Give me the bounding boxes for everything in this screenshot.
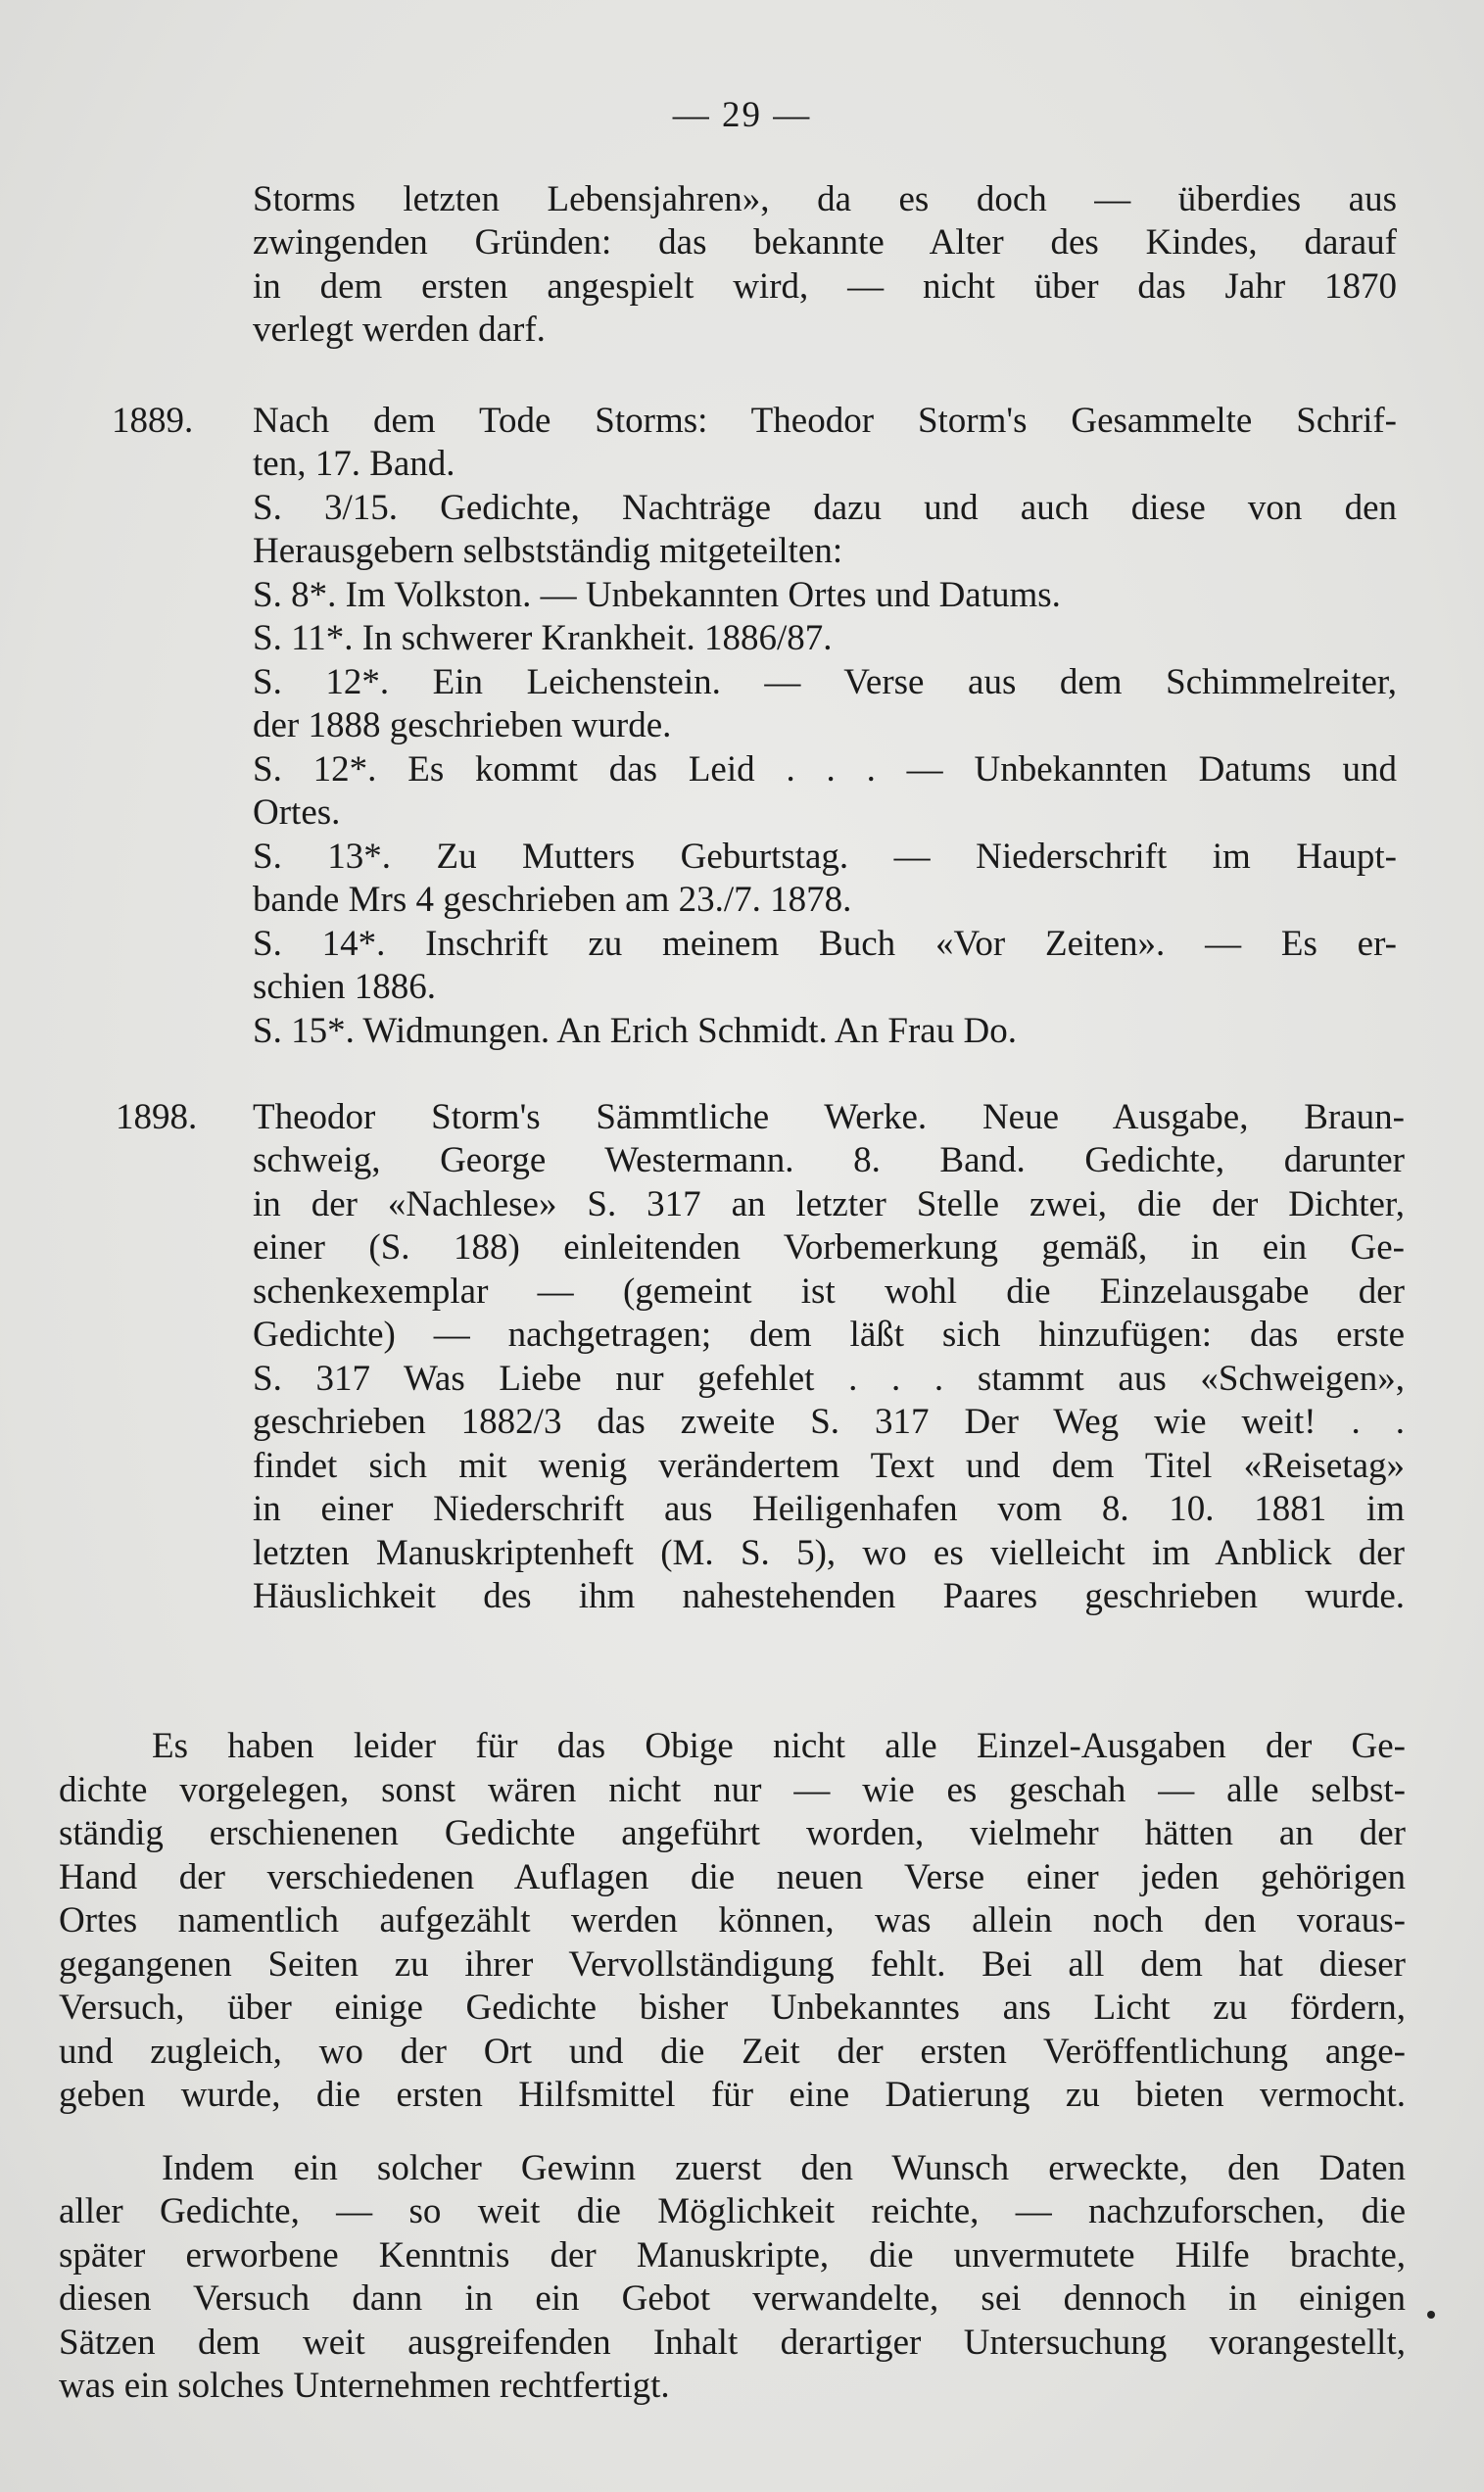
- text-line: der 1888 geschrieben wurde.: [253, 705, 672, 745]
- page-number: — 29 —: [672, 95, 812, 135]
- text-line: ten, 17. Band.: [253, 444, 455, 484]
- text-line: später erworbene Kenntnis der Manuskripte, die unvermutete Hilfe brachte,: [59, 2235, 1406, 2276]
- text-line: in einer Niederschrift aus Heiligenhafen vom 8. 10. 1881 im: [253, 1489, 1405, 1529]
- text-line: aller Gedichte, — so weit die Möglichkeit reichte, — nachzuforschen, die: [59, 2191, 1406, 2231]
- text-line: gegangenen Seiten zu ihrer Vervollständigung fehlt. Bei all dem hat dieser: [59, 1944, 1406, 1985]
- entry-year: 1889.: [112, 401, 194, 441]
- text-line: Sätzen dem weit ausgreifenden Inhalt derartiger Untersuchung vorangestellt,: [59, 2323, 1406, 2363]
- text-line: geben wurde, die ersten Hilfsmittel für eine Datierung zu bieten vermocht.: [59, 2075, 1406, 2115]
- text-line: Storms letzten Lebensjahren», da es doch — überdies aus: [253, 179, 1397, 219]
- text-line: S. 13*. Zu Mutters Geburtstag. — Niederschrift im Haupt-: [253, 837, 1397, 877]
- text-line: S. 317 Was Liebe nur gefehlet . . . stammt aus «Schweigen»,: [253, 1359, 1405, 1399]
- text-line: findet sich mit wenig verändertem Text und dem Titel «Reisetag»: [253, 1446, 1405, 1486]
- text-line: einer (S. 188) einleitenden Vorbemerkung gemäß, in ein Ge-: [253, 1227, 1405, 1268]
- text-line: geschrieben 1882/3 das zweite S. 317 Der Weg wie weit! . .: [253, 1402, 1405, 1442]
- text-line: zwingenden Gründen: das bekannte Alter des Kindes, darauf: [253, 222, 1397, 263]
- entry-year: 1898.: [116, 1097, 198, 1137]
- text-line: Ortes namentlich aufgezählt werden können, was allein noch den voraus-: [59, 1900, 1406, 1941]
- text-line: Häuslichkeit des ihm nahestehenden Paares geschrieben wurde.: [253, 1576, 1405, 1616]
- text-line: diesen Versuch dann in ein Gebot verwandelte, sei dennoch in einigen: [59, 2278, 1406, 2319]
- text-line: Herausgebern selbstständig mitgeteilten:: [253, 531, 843, 571]
- text-line: bande Mrs 4 geschrieben am 23./7. 1878.: [253, 880, 852, 920]
- text-line: in dem ersten angespielt wird, — nicht über das Jahr 1870: [253, 266, 1397, 307]
- text-line: S. 12*. Ein Leichenstein. — Verse aus dem Schimmelreiter,: [253, 662, 1397, 702]
- text-line: Nach dem Tode Storms: Theodor Storm's Gesammelte Schrif-: [253, 401, 1397, 441]
- text-line: S. 8*. Im Volkston. — Unbekannten Ortes und Datums.: [253, 575, 1061, 615]
- text-line: S. 12*. Es kommt das Leid . . . — Unbekannten Datums und: [253, 749, 1397, 790]
- text-line: Gedichte) — nachgetragen; dem läßt sich hinzufügen: das erste: [253, 1315, 1405, 1355]
- text-line: Theodor Storm's Sämmtliche Werke. Neue Ausgabe, Braun-: [253, 1097, 1405, 1137]
- text-line: verlegt werden darf.: [253, 310, 546, 350]
- text-line: S. 11*. In schwerer Krankheit. 1886/87.: [253, 618, 833, 658]
- text-line: S. 3/15. Gedichte, Nachträge dazu und auch diese von den: [253, 488, 1397, 528]
- print-speck: [1427, 2311, 1435, 2319]
- text-line: Ortes.: [253, 792, 341, 833]
- text-line: schien 1886.: [253, 967, 437, 1007]
- text-line: ständig erschienenen Gedichte angeführt worden, vielmehr hätten an der: [59, 1813, 1406, 1853]
- text-line: dichte vorgelegen, sonst wären nicht nur — wie es geschah — alle selbst-: [59, 1770, 1406, 1810]
- text-line: S. 14*. Inschrift zu meinem Buch «Vor Zeiten». — Es er-: [253, 924, 1397, 964]
- text-line: Es haben leider für das Obige nicht alle Einzel-Ausgaben der Ge-: [152, 1726, 1406, 1766]
- text-line: S. 15*. Widmungen. An Erich Schmidt. An Frau Do.: [253, 1011, 1017, 1051]
- text-line: Indem ein solcher Gewinn zuerst den Wunsch erweckte, den Daten: [162, 2148, 1406, 2188]
- text-line: und zugleich, wo der Ort und die Zeit der ersten Veröffentlichung ange-: [59, 2032, 1406, 2072]
- text-line: schenkexemplar — (gemeint ist wohl die Einzelausgabe der: [253, 1271, 1405, 1312]
- text-line: schweig, George Westermann. 8. Band. Gedichte, darunter: [253, 1140, 1405, 1180]
- text-line: letzten Manuskriptenheft (M. S. 5), wo es vielleicht im Anblick der: [253, 1533, 1405, 1573]
- text-line: Versuch, über einige Gedichte bisher Unbekanntes ans Licht zu fördern,: [59, 1988, 1406, 2028]
- text-line: in der «Nachlese» S. 317 an letzter Stelle zwei, die der Dichter,: [253, 1184, 1405, 1224]
- text-line: Hand der verschiedenen Auflagen die neuen Verse einer jeden gehörigen: [59, 1857, 1406, 1897]
- text-line: was ein solches Unternehmen rechtfertigt.: [59, 2366, 670, 2406]
